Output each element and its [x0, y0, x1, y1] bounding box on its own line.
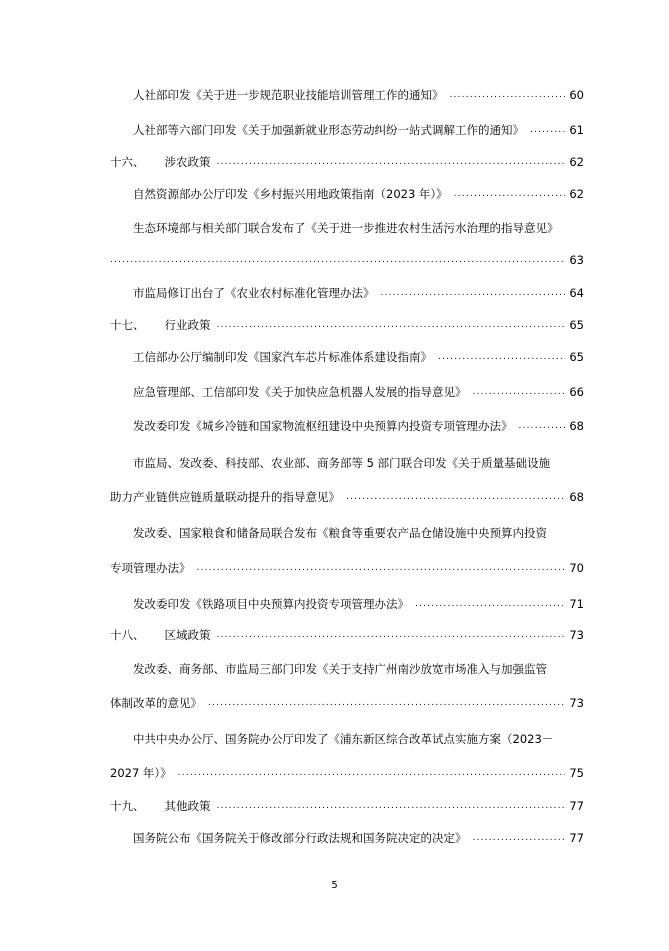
toc-page-number: 65 — [569, 350, 584, 364]
toc-leader-dots — [346, 492, 565, 502]
toc-leader-dots — [208, 698, 565, 708]
toc-entry-text: 助力产业链供应链质量联动提升的指导意见》 — [110, 490, 340, 504]
toc-entry-line-1[interactable] — [133, 453, 584, 473]
toc-entry[interactable] — [133, 828, 584, 848]
toc-leader-dots — [415, 599, 565, 609]
toc-entry-line-2[interactable] — [110, 250, 584, 270]
toc-entry[interactable] — [133, 416, 584, 436]
toc-entry-text: 人社部印发《关于进一步规范职业技能培训管理工作的通知》 — [133, 88, 444, 102]
toc-entry-line-2[interactable] — [110, 763, 584, 783]
toc-entry-text: 国务院公布《国务院关于修改部分行政法规和国务院决定的决定》 — [133, 831, 467, 845]
toc-leader-dots — [178, 768, 566, 778]
toc-entry-text: 生态环境部与相关部门联合发布了《关于进一步推进农村生活污水治理的指导意见》 — [133, 221, 559, 235]
toc-entry-text: 2027 年）》 — [110, 766, 172, 780]
page-footer-number: 5 — [331, 880, 338, 891]
toc-entry[interactable] — [133, 120, 584, 140]
toc-entry[interactable] — [133, 85, 584, 105]
toc-leader-dots — [519, 421, 566, 431]
toc-leader-dots — [197, 563, 566, 573]
toc-entry-line-1[interactable] — [133, 218, 584, 238]
toc-entry-line-2[interactable] — [110, 487, 584, 507]
toc-entry[interactable] — [133, 184, 584, 204]
toc-entry-text: 市监局、发改委、科技部、农业部、商务部等 5 部门联合印发《关于质量基础设施 — [133, 456, 551, 470]
section-title: 涉农政策 — [164, 155, 211, 169]
section-number: 十九、 — [110, 799, 145, 813]
toc-page-number: 63 — [569, 253, 584, 267]
toc-entry-text: 发改委、国家粮食和储备局联合发布《粮食等重要农产品仓储设施中央预算内投资 — [133, 526, 547, 540]
toc-leader-dots — [110, 255, 565, 265]
toc-section-heading[interactable] — [110, 315, 584, 335]
toc-page-number: 77 — [569, 831, 584, 845]
toc-leader-dots — [473, 387, 566, 397]
toc-page-number: 68 — [569, 490, 584, 504]
toc-leader-dots — [438, 352, 565, 362]
toc-leader-dots — [454, 189, 566, 199]
section-title: 其他政策 — [164, 799, 211, 813]
toc-entry[interactable] — [133, 382, 584, 402]
toc-leader-dots — [217, 157, 566, 167]
toc-entry-text: 专项管理办法》 — [110, 561, 191, 575]
toc-page-number: 73 — [569, 696, 584, 710]
toc-page-number: 65 — [569, 318, 584, 332]
section-number: 十八、 — [110, 628, 145, 642]
toc-entry-text: 发改委印发《铁路项目中央预算内投资专项管理办法》 — [133, 597, 409, 611]
toc-entry-text: 发改委、商务部、市监局三部门印发《关于支持广州南沙放宽市场准入与加强监管 — [133, 662, 547, 676]
toc-leader-dots — [217, 320, 566, 330]
toc-entry-text: 体制改革的意见》 — [110, 696, 202, 710]
toc-page-number: 62 — [569, 187, 584, 201]
toc-entry-text: 应急管理部、工信部印发《关于加快应急机器人发展的指导意见》 — [133, 385, 467, 399]
toc-page-number: 60 — [569, 88, 584, 102]
toc-leader-dots — [217, 801, 566, 811]
toc-leader-dots — [450, 90, 566, 100]
toc-page-number: 62 — [569, 155, 584, 169]
toc-entry-text: 工信部办公厅编制印发《国家汽车芯片标准体系建设指南》 — [133, 350, 432, 364]
toc-page-number: 73 — [569, 628, 584, 642]
toc-page-number: 64 — [569, 286, 584, 300]
section-title: 行业政策 — [164, 318, 211, 332]
toc-entry-line-1[interactable] — [133, 659, 584, 679]
toc-leader-dots — [530, 125, 565, 135]
toc-entry-line-2[interactable] — [110, 558, 584, 578]
toc-page-number: 71 — [569, 597, 584, 611]
toc-section-heading[interactable] — [110, 796, 584, 816]
toc-entry[interactable] — [133, 594, 584, 614]
toc-page-number: 70 — [569, 561, 584, 575]
toc-leader-dots — [473, 833, 566, 843]
toc-entry[interactable] — [133, 347, 584, 367]
toc-entry-line-1[interactable] — [133, 523, 584, 543]
toc-section-heading[interactable] — [110, 625, 584, 645]
toc-entry-line-2[interactable] — [110, 693, 584, 713]
toc-entry-line-1[interactable] — [133, 729, 584, 749]
toc-page-number: 61 — [569, 123, 584, 137]
toc-entry[interactable] — [133, 283, 584, 303]
toc-page-number: 66 — [569, 385, 584, 399]
toc-entry-text: 自然资源部办公厅印发《乡村振兴用地政策指南（2023 年）》 — [133, 187, 448, 201]
toc-entry-text: 发改委印发《城乡冷链和国家物流枢纽建设中央预算内投资专项管理办法》 — [133, 419, 513, 433]
toc-leader-dots — [381, 288, 566, 298]
section-number: 十七、 — [110, 318, 145, 332]
toc-entry-text: 人社部等六部门印发《关于加强新就业形态劳动纠纷一站式调解工作的通知》 — [133, 123, 524, 137]
toc-section-heading[interactable] — [110, 152, 584, 172]
section-title: 区域政策 — [164, 628, 211, 642]
toc-page-number: 75 — [569, 766, 584, 780]
toc-entry-text: 市监局修订出台了《农业农村标准化管理办法》 — [133, 286, 375, 300]
section-number: 十六、 — [110, 155, 145, 169]
toc-entry-text: 中共中央办公厅、国务院办公厅印发了《浦东新区综合改革试点实施方案（2023－ — [133, 732, 554, 746]
toc-leader-dots — [217, 630, 566, 640]
toc-page-number: 68 — [569, 419, 584, 433]
toc-page-number: 77 — [569, 799, 584, 813]
